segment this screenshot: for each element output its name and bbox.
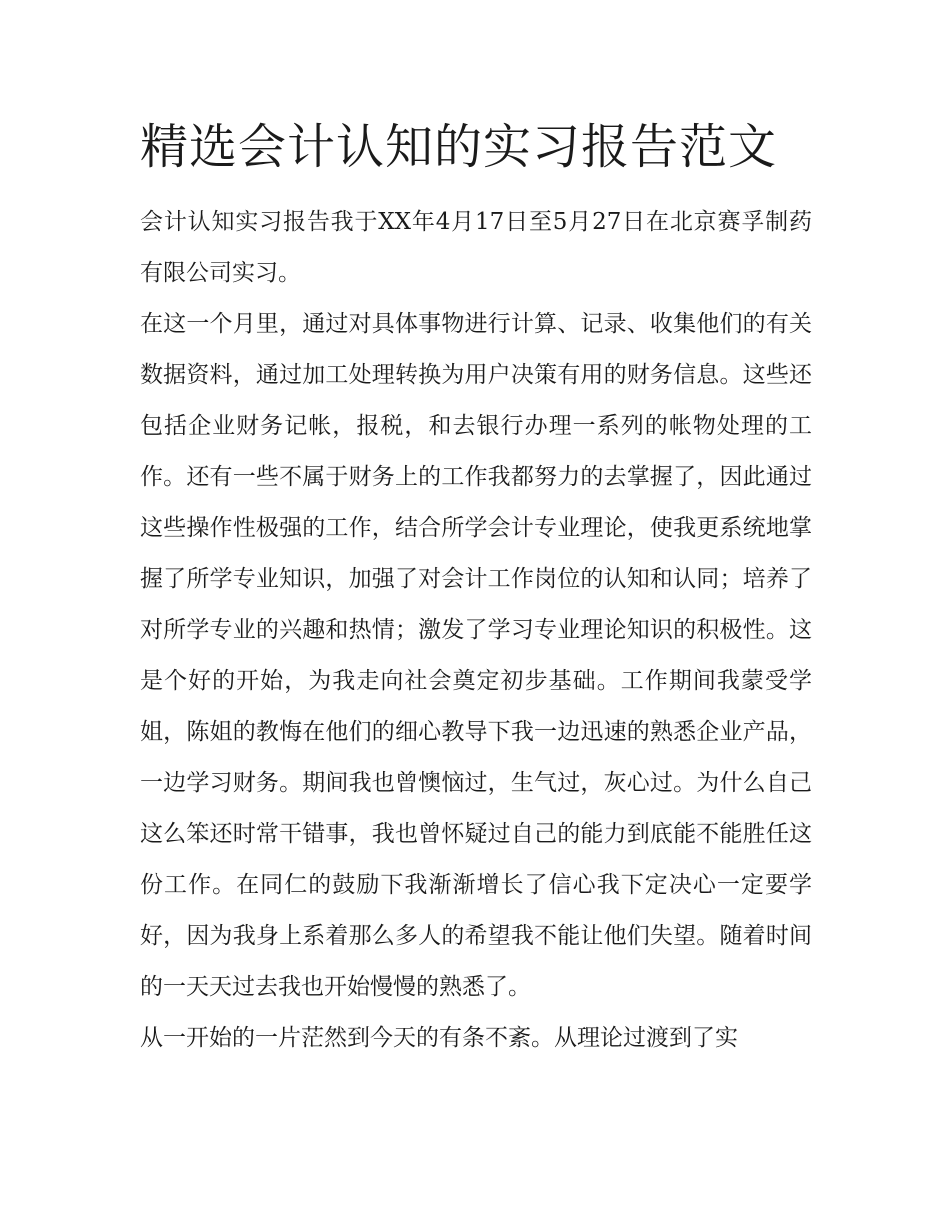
document-body	[140, 197, 812, 1064]
paragraph-progress: 从一开始的一片茫然到今天的有条不紊。从理论过渡到了实	[140, 1025, 738, 1051]
document-title: 精选会计认知的实习报告范文	[140, 119, 778, 175]
paragraph-internship-experience: 在这一个月里，通过对具体事物进行计算、记录、收集他们的有关数据资料，通过加工处理转换为用户决策有用的财务信息。这些还包括企业财务记帐，报税，和去银行办理一系列的帐物处理的工作。还有一些不属于财务上的工作我都努力的去掌握了，因此通过这些操作性极强的工作，结合所学会计专业理论，使我更系统地掌握了所学专业知识，加强了对会计工作岗位的认知和认同；培养了对所学专业的兴趣和热情；激发了学习专业理论知识的积极性。这是个好的开始，为我走向社会奠定初步基础。工作期间我蒙受学姐，陈姐的教悔在他们的细心教导下我一边迅速的熟悉企业产品，一边学习财务。期间我也曾懊恼过，生气过，灰心过。为什么自己这么笨还时常干错事，我也曾怀疑过自己的能力到底能不能胜任这份工作。在同仁的鼓励下我渐渐增长了信心我下定决心一定要学好，因为我身上系着那么多人的希望我不能让他们失望。随着时间的一天天过去我也开始慢慢的熟悉了。	[140, 311, 812, 1000]
paragraph-internship-period: 会计认知实习报告我于XX年4月17日至5月27日在北京赛孚制药有限公司实习。	[140, 209, 812, 286]
